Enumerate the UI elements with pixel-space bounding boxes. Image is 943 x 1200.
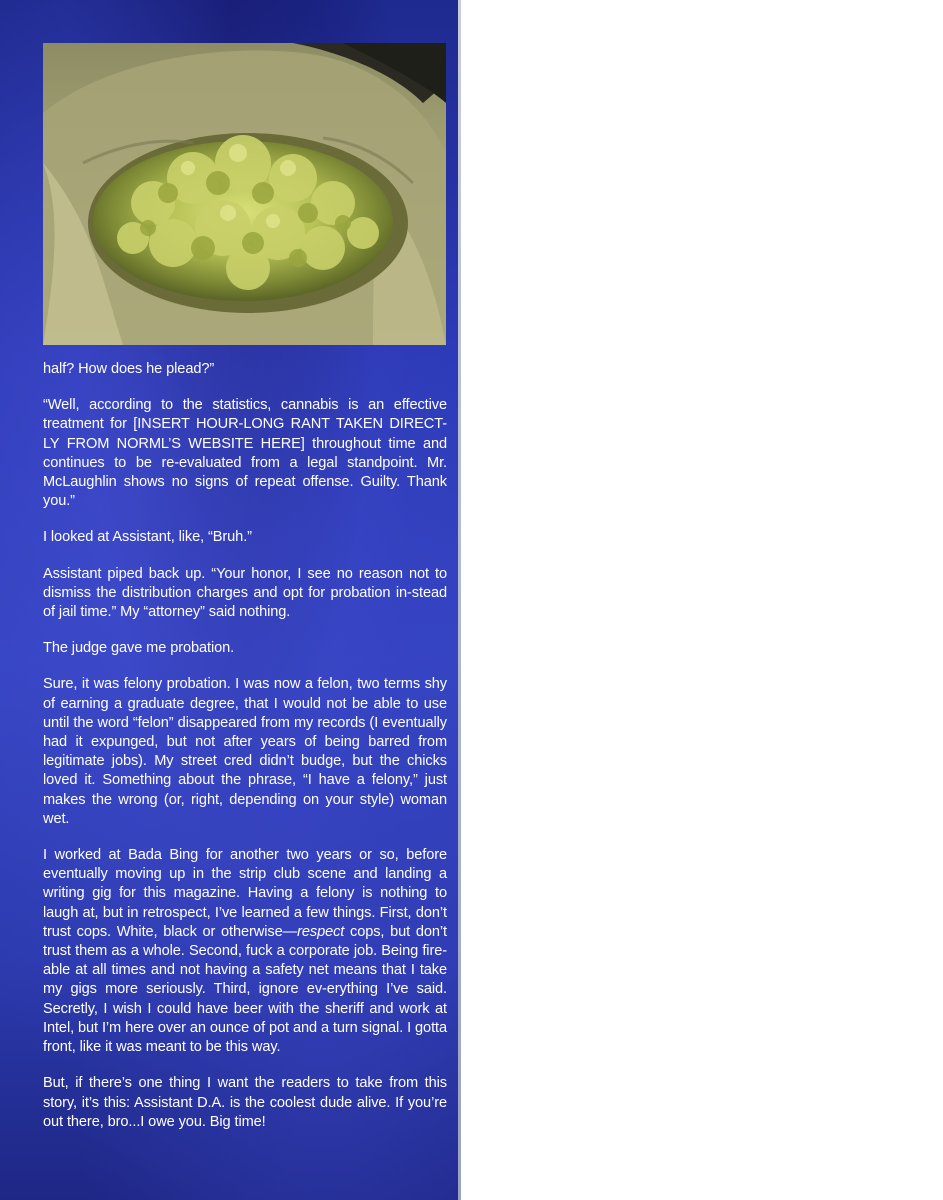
paragraph-4: Assistant piped back up. “Your honor, I see no reason not to dismiss the distribution charges and opt for probation in-stead of jail time.” My “attorney” said nothing.: [43, 565, 447, 621]
blue-text-column: [0, 0, 461, 1200]
paragraph-7-text-a: I worked at Bada Bing for another two years or so, before eventually moving up in the strip club scene and landing a writing gig for this magazine. Having a felony is nothing to laugh at, but in retrospect, I’ve learned a few things. First, don’t trust cops. White, black or otherwise—: [43, 847, 447, 940]
closing-paragraph: But, if there’s one thing I want the readers to take from this story, it’s this: Assistant D.A. is the coolest dude alive. If you’re out there, bro...I owe you. Big time!: [43, 1075, 447, 1130]
paragraph-7: [43, 846, 447, 1057]
paragraph-3: I looked at Assistant, like, “Bruh.”: [43, 529, 252, 546]
paragraph-1: half? How does he plead?”: [43, 361, 215, 377]
article-body: [43, 360, 447, 1132]
paragraph-5: The judge gave me probation.: [43, 640, 235, 657]
cannabis-bag-illustration: [43, 43, 446, 345]
paragraph-7-emphasis: respect: [297, 923, 345, 940]
cannabis-bag-photo: [43, 43, 446, 345]
paragraph-2: “Well, according to the statistics, cannabis is an effective treatment for [INSERT HOUR-LONG RANT TAKEN DIRECT-LY FROM NORML’S WEBSITE HERE] throughout time and continues to be re-evaluated from a legal standpoint. Mr. McLaughlin shows no signs of repeat offense. Guilty. Thank you.”: [43, 397, 447, 510]
paragraph-7-text-b: cops, but don’t trust them as a whole. Second, fuck a corporate job. Being fire-able at all times and not having a safety net means that I take my gigs more seriously. Third, ignore ev-erything I’ve said. Secretly, I wish I could have beer with the sheriff and work at Intel, but I’m here over an ounce of pot and a turn signal. I gotta front, like it was meant to be this way.: [43, 923, 447, 1056]
paragraph-6: Sure, it was felony probation. I was now a felon, two terms shy of earning a graduate degree, that I would not be able to use until the word “felon” disappeared from my records (I eventually had it expunged, but not after years of being barred from legitimate jobs). My street cred didn’t budge, but the chicks loved it. Something about the phrase, “I have a felony,” just makes the wrong (or, right, depending on your style) woman wet.: [43, 676, 447, 827]
